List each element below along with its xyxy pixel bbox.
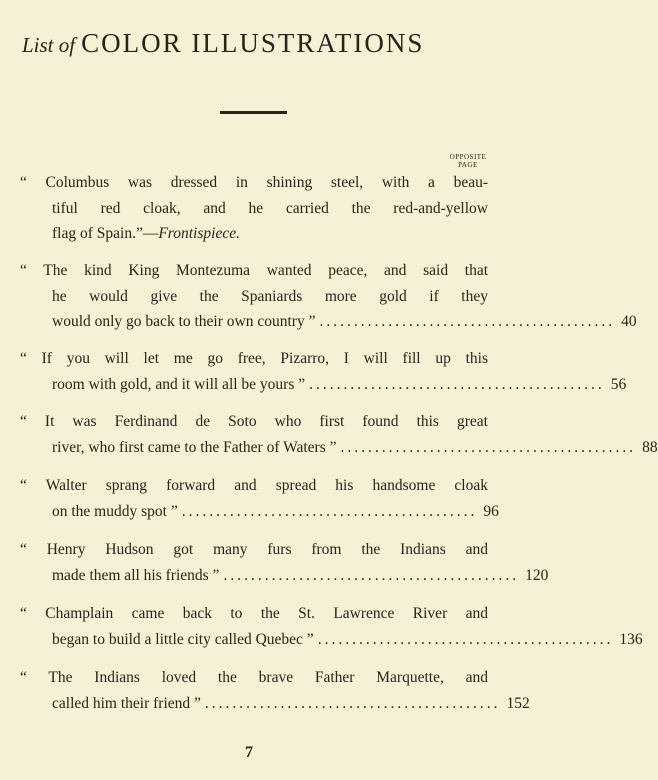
entry-text-last-line: flag of Spain.”— [52,225,159,242]
dot-leader: ........................................... [204,694,501,712]
title-main: COLOR ILLUSTRATIONS [81,28,425,58]
entry-text-line: “ Henry Hudson got many furs from the Indians and [20,541,488,558]
opposite-page-number: 88 [642,438,658,456]
title-prefix: List of [22,33,76,57]
entry-text-last-line: made them all his friends ” [52,566,220,584]
list-item [20,665,530,716]
entry-text-last-line: called him their friend ” [52,694,201,712]
dot-leader: ........................................... [223,566,520,584]
list-item [20,170,488,247]
list-item [20,473,499,524]
entry-text-line: “ It was Ferdinand de Soto who first found this great [20,413,488,430]
entry-text-last-line: river, who first came to the Father of Waters ” [52,438,337,456]
entry-text-last-line: would only go back to their own country ” [52,313,316,330]
opposite-page-number: 152 [506,694,530,712]
opposite-page-number: 96 [483,502,499,520]
list-item [20,601,643,652]
page-number: 7 [245,744,253,761]
opposite-page-header [438,153,498,169]
dot-leader: ........................................... [340,438,637,456]
opposite-page-number: 120 [525,566,549,584]
page-title [22,28,497,59]
column-header-line1: OPPOSITE [449,153,487,161]
entry-text-line: “ Champlain came back to the St. Lawrence River and [20,605,488,622]
list-item [20,346,627,397]
entry-text-line: “ Columbus was dressed in shining steel, with a beau- [20,174,488,191]
column-header-line2: PAGE [458,161,478,169]
entry-text-line: “ The Indians loved the brave Father Marquette, and [20,669,488,686]
list-item [20,409,658,460]
frontispiece-label: Frontispiece. [158,225,240,242]
entry-text-last-line: room with gold, and it will all be yours ” [52,375,306,393]
entry-text-last-line: on the muddy spot ” [52,502,178,520]
dot-leader: ........................................... [317,630,614,648]
list-item [20,258,637,335]
dot-leader: ........................................... [181,502,478,520]
entry-text-line: he would give the Spaniards more gold if they [52,287,488,305]
entry-text-line: “ If you will let me go free, Pizarro, I will fill up this [20,350,488,367]
opposite-page-number: 56 [610,375,627,393]
opposite-page-number: 136 [619,630,643,648]
entry-text-line: “ Walter sprang forward and spread his handsome cloak [20,477,488,494]
opposite-page-number: 40 [621,313,637,330]
dot-leader: ........................................... [319,313,616,330]
dot-leader: ........................................... [309,375,605,393]
entry-text-line: “ The kind King Montezuma wanted peace, and said that [20,262,488,279]
entry-text-last-line: began to build a little city called Quebec ” [52,630,314,648]
title-rule [220,111,287,114]
list-item [20,537,549,588]
entry-text-line: tiful red cloak, and he carried the red-and-yellow [52,199,488,217]
